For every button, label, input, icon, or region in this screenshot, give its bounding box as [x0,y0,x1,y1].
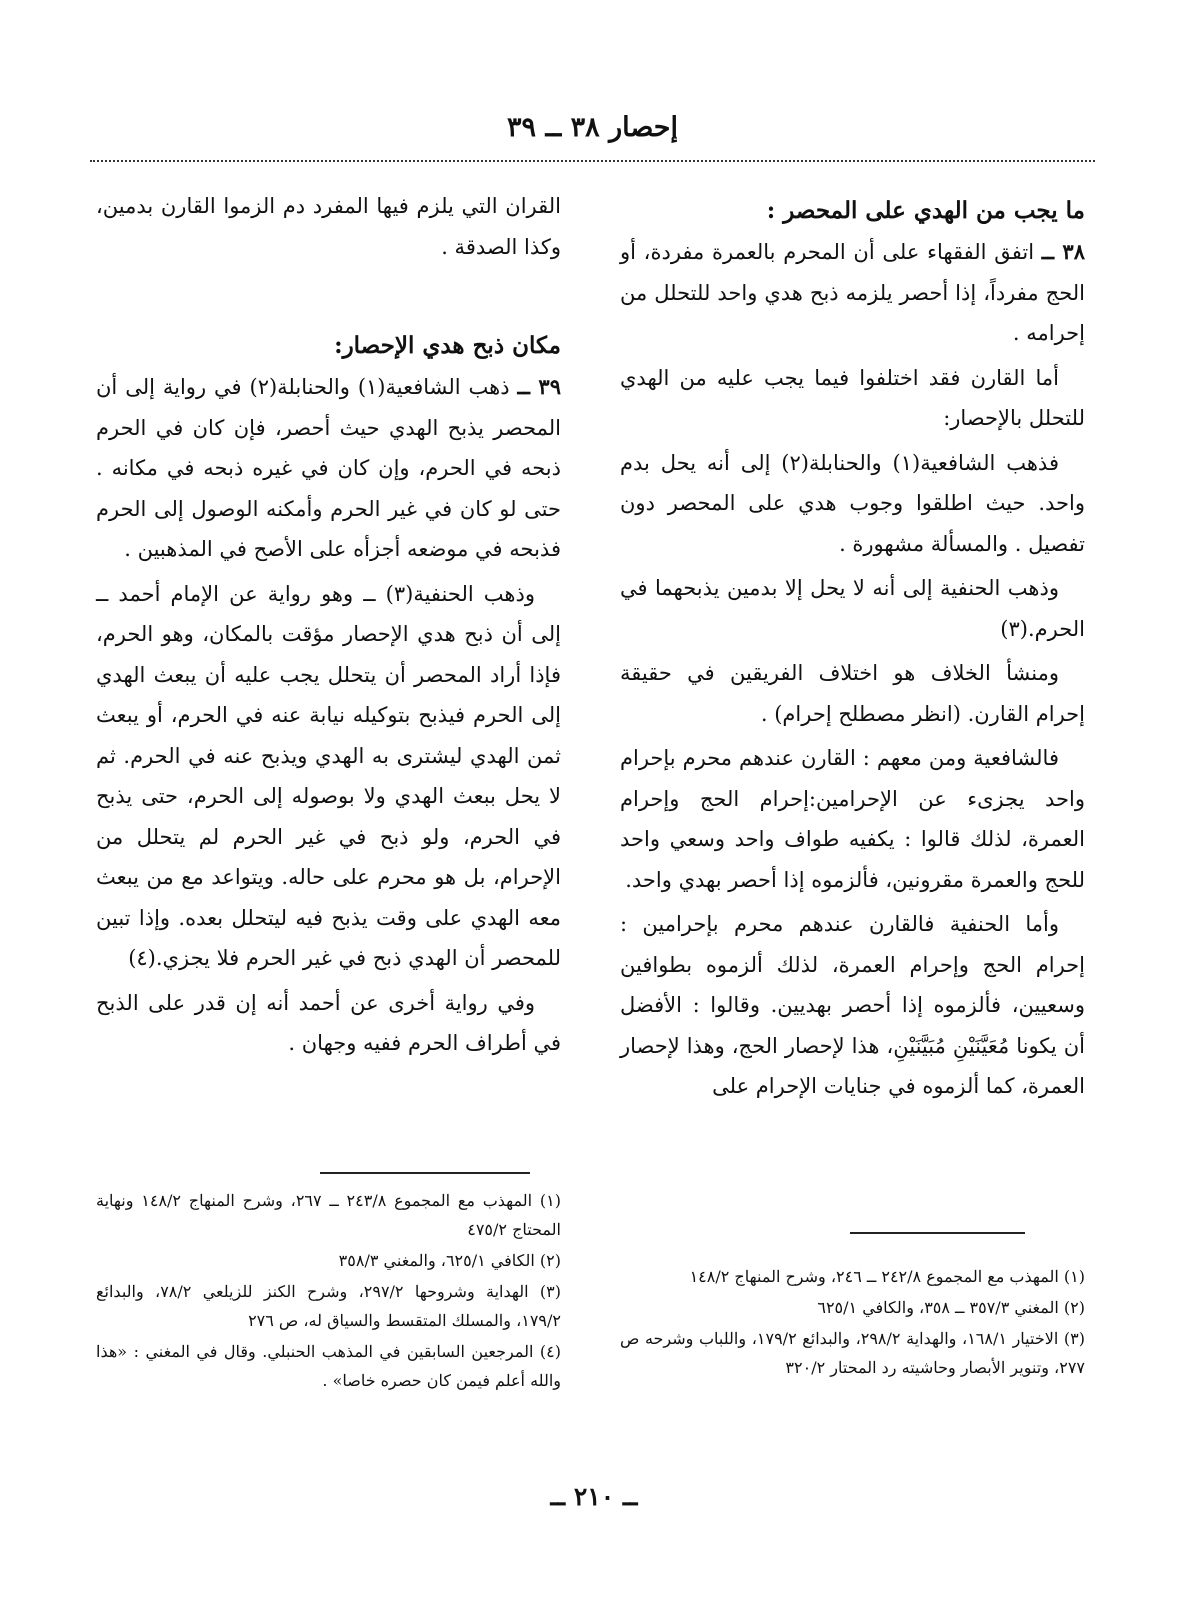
running-header: إحصار ٣٨ ــ ٣٩ [507,112,678,143]
paragraph: وفي رواية أخرى عن أحمد أنه إن قدر على الذبح في أطراف الحرم ففيه وجهان . [96,990,561,1055]
section-heading-hady-obligation: ما يجب من الهدي على المحصر : [766,197,1085,224]
footnote: (٤) المرجعين السابقين في المذهب الحنبلي. وقال في المغني : «هذا والله أعلم فيمن كان حصره خاصا» . [96,1342,561,1390]
footnote: (١) المهذب مع المجموع ٢٤٣/٨ ــ ٢٦٧، وشرح المنهاج ١٤٨/٢ ونهاية المحتاج ٤٧٥/٢ [96,1191,562,1239]
left-column [96,186,561,1068]
footnote: (٣) الهداية وشروحها ٢٩٧/٢، وشرح الكنز للزيلعي ٧٨/٢، والبدائع ١٧٩/٢، والمسلك المتقسط والسياق له، ص ٢٧٦ [96,1282,561,1330]
paragraph: فالشافعية ومن معهم : القارن عندهم محرم بإحرام واحد يجزىء عن الإحرامين:إحرام الحج وإحرام العمرة، لذلك قالوا : يكفيه طواف واحد وسعي واحد للحج والعمرة مقرونين، فألزموه إذا أحصر بهدي واحد. [620,746,1085,892]
paragraph-number: ٣٨ ــ [1041,239,1085,264]
section-heading-slaughter-place: مكان ذبح هدي الإحصار: [334,332,561,359]
paragraph-continuation: القران التي يلزم فيها المفرد دم الزموا القارن بدمين، وكذا الصدقة . [96,194,561,259]
footnote: (٢) المغني ٣٥٧/٣ ــ ٣٥٨، والكافي ٦٢٥/١ [817,1298,1085,1317]
footnote-separator-left [320,1172,530,1174]
paragraph: وذهب الحنفية(٣) ــ وهو رواية عن الإمام أحمد ــ إلى أن ذبح هدي الإحصار مؤقت بالمكان، وهو الحرم، فإذا أراد المحصر أن يتحلل يجب عليه أن يبعث الهدي إلى الحرم فيذبح بتوكيله نيابة عنه في الحرم، أو يبعث ثمن الهدي ليشترى به الهدي ويذبح عنه في الحرم. ثم لا يحل ببعث الهدي ولا بوصوله إلى الحرم، حتى يذبح في الحرم، ولو ذبح في غير الحرم لم يتحلل من الإحرام، بل هو محرم على حاله. ويتواعد مع من يبعث معه الهدي على وقت يذبح فيه ليتحلل بعده. وإذا تبين للمحصر أن الهدي ذبح في غير الحرم فلا يجزي.(٤) [96,581,561,970]
paragraph-38 [620,232,1085,354]
paragraph-text: ذهب الشافعية(١) والحنابلة(٢) في رواية إلى أن المحصر يذبح الهدي حيث أحصر، فإن كان في الحرم ذبحه في الحرم، وإن كان في غيره ذبحه في مكانه . حتى لو كان في غير الحرم وأمكنه الوصول إلى الحرم فذبحه في موضعه أجزأه على الأصح في المذهبين . [96,375,561,561]
paragraph: وأما الحنفية فالقارن عندهم محرم بإحرامين : إحرام الحج وإحرام العمرة، لذلك ألزموه بطوافين وسعيين، فألزموه إذا أحصر بهديين. وقالوا : الأفضل أن يكونا مُعَيَّنَيْنِ مُبَيَّنَيْنِ، هذا لإحصار الحج، وهذا لإحصار العمرة، كما ألزموه في جنايات الإحرام على [620,912,1085,1098]
paragraph: ومنشأ الخلاف هو اختلاف الفريقين في حقيقة إحرام القارن. (انظر مصطلح إحرام) . [620,661,1085,726]
footnote-separator-right [850,1232,1025,1234]
paragraph-number: ٣٩ ــ [517,374,561,399]
page-number: ــ ٢١٠ ــ [550,1482,638,1511]
footnote: (١) المهذب مع المجموع ٢٤٢/٨ ــ ٢٤٦، وشرح المنهاج ١٤٨/٢ [689,1267,1085,1286]
footnote: (٣) الاختيار ١٦٨/١، والهداية ٢٩٨/٢، والبدائع ١٧٩/٢، واللباب وشرحه ص ٢٧٧، وتنوير الأبصار وحاشيته رد المحتار ٣٢٠/٢ [620,1329,1085,1377]
footnotes-left [96,1186,561,1397]
footnotes-right [620,1262,1085,1384]
paragraph: أما القارن فقد اختلفوا فيما يجب عليه من الهدي للتحلل بالإحصار: [620,365,1085,430]
paragraph: فذهب الشافعية(١) والحنابلة(٢) إلى أنه يحل بدم واحد. حيث اطلقوا وجوب هدي على المحصر دون تفصيل . والمسألة مشهورة . [620,450,1085,556]
right-column [620,186,1085,1111]
paragraph: وذهب الحنفية إلى أنه لا يحل إلا بدمين يذبحهما في الحرم.(٣) [620,576,1085,641]
paragraph-39 [96,367,561,570]
header-divider [90,160,1095,162]
footnote: (٢) الكافي ٦٢٥/١، والمغني ٣٥٨/٣ [338,1251,561,1270]
paragraph-text: اتفق الفقهاء على أن المحرم بالعمرة مفردة، أو الحج مفرداً، إذا أحصر يلزمه ذبح هدي واحد للتحلل من إحرامه . [620,240,1085,345]
